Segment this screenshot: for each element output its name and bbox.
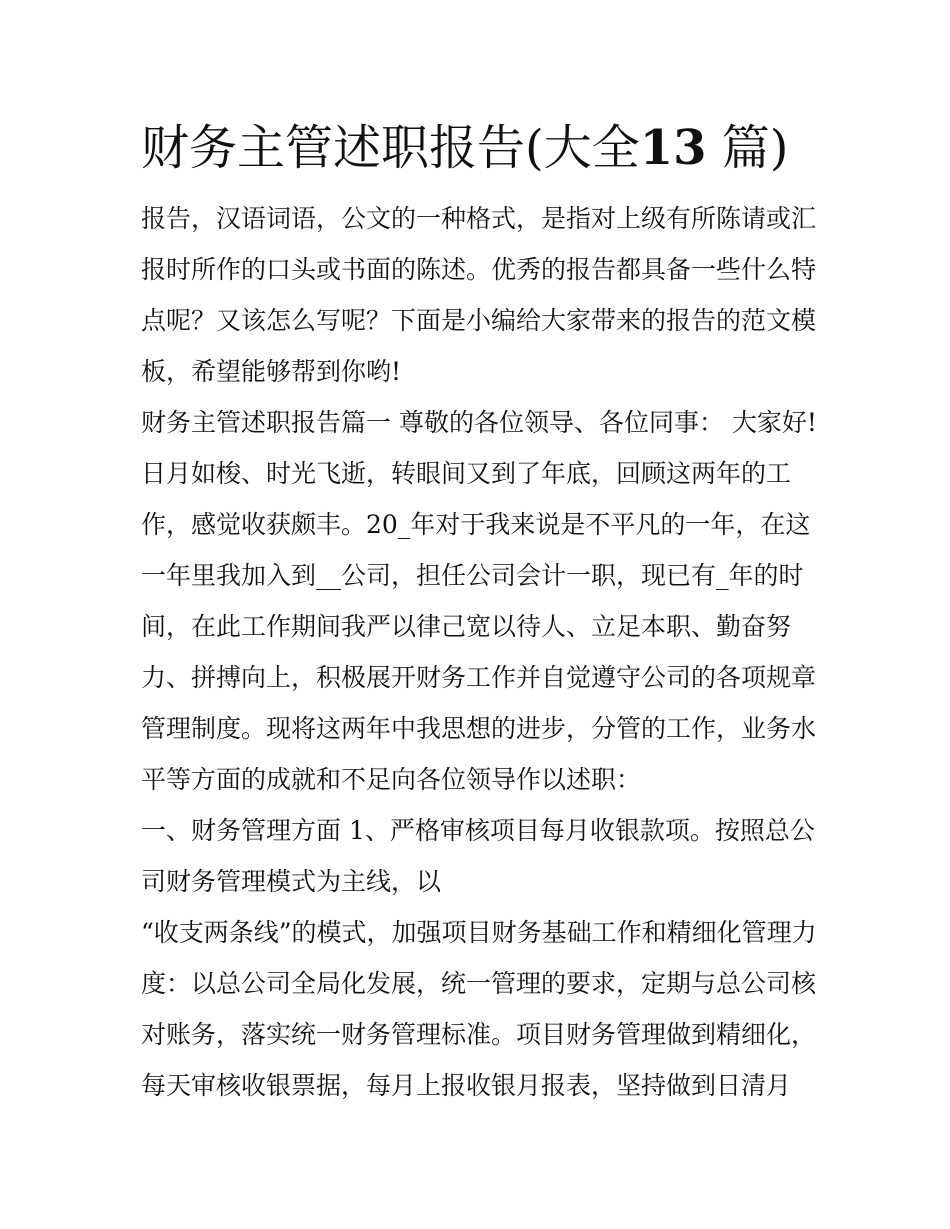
body-line: 财务主管述职报告篇一 尊敬的各位领导、各位同事： 大家好! (141, 408, 817, 437)
body-line: 每天审核收银票据，每月上报收银月报表，坚持做到日清月 (141, 1071, 792, 1100)
body-line: 板，希望能够帮到你哟! (141, 357, 402, 386)
body-line: 度：以总公司全局化发展，统一管理的要求，定期与总公司核 (141, 969, 817, 998)
body-line: 报告，汉语词语，公文的一种格式，是指对上级有所陈请或汇 (141, 204, 817, 233)
body-line: 间，在此工作期间我严以律己宽以待人、立足本职、勤奋努 (141, 612, 792, 641)
body-line: 作，感觉收获颇丰。20_年对于我来说是不平凡的一年，在这 (141, 510, 811, 539)
body-line: 对账务，落实统一财务管理标准。项目财务管理做到精细化， (141, 1020, 817, 1049)
body-line: 一、财务管理方面 1、严格审核项目每月收银款项。按照总公 (141, 816, 815, 845)
title-prefix: 财务主管述职报告(大全 (141, 120, 640, 176)
body-line: 平等方面的成就和不足向各位领导作以述职： (141, 765, 642, 794)
body-line: 力、拼搏向上，积极展开财务工作并自觉遵守公司的各项规章 (141, 663, 817, 692)
body-line: 报时所作的口头或书面的陈述。优秀的报告都具备一些什么特 (141, 255, 817, 284)
title-suffix: 篇) (706, 120, 789, 176)
document-body (141, 193, 817, 1111)
document-title (141, 118, 821, 178)
body-line: 一年里我加入到__公司，担任公司会计一职，现已有_年的时 (141, 561, 804, 590)
body-line: 日月如梭、时光飞逝，转眼间又到了年底，回顾这两年的工 (141, 459, 792, 488)
title-number: 13 (639, 120, 707, 176)
body-line: 司财务管理模式为主线，以 (141, 867, 442, 896)
body-line: 点呢？又该怎么写呢？下面是小编给大家带来的报告的范文模 (141, 306, 817, 335)
body-line: 管理制度。现将这两年中我思想的进步，分管的工作，业务水 (141, 714, 817, 743)
body-line: “收支两条线”的模式，加强项目财务基础工作和精细化管理力 (141, 918, 817, 947)
